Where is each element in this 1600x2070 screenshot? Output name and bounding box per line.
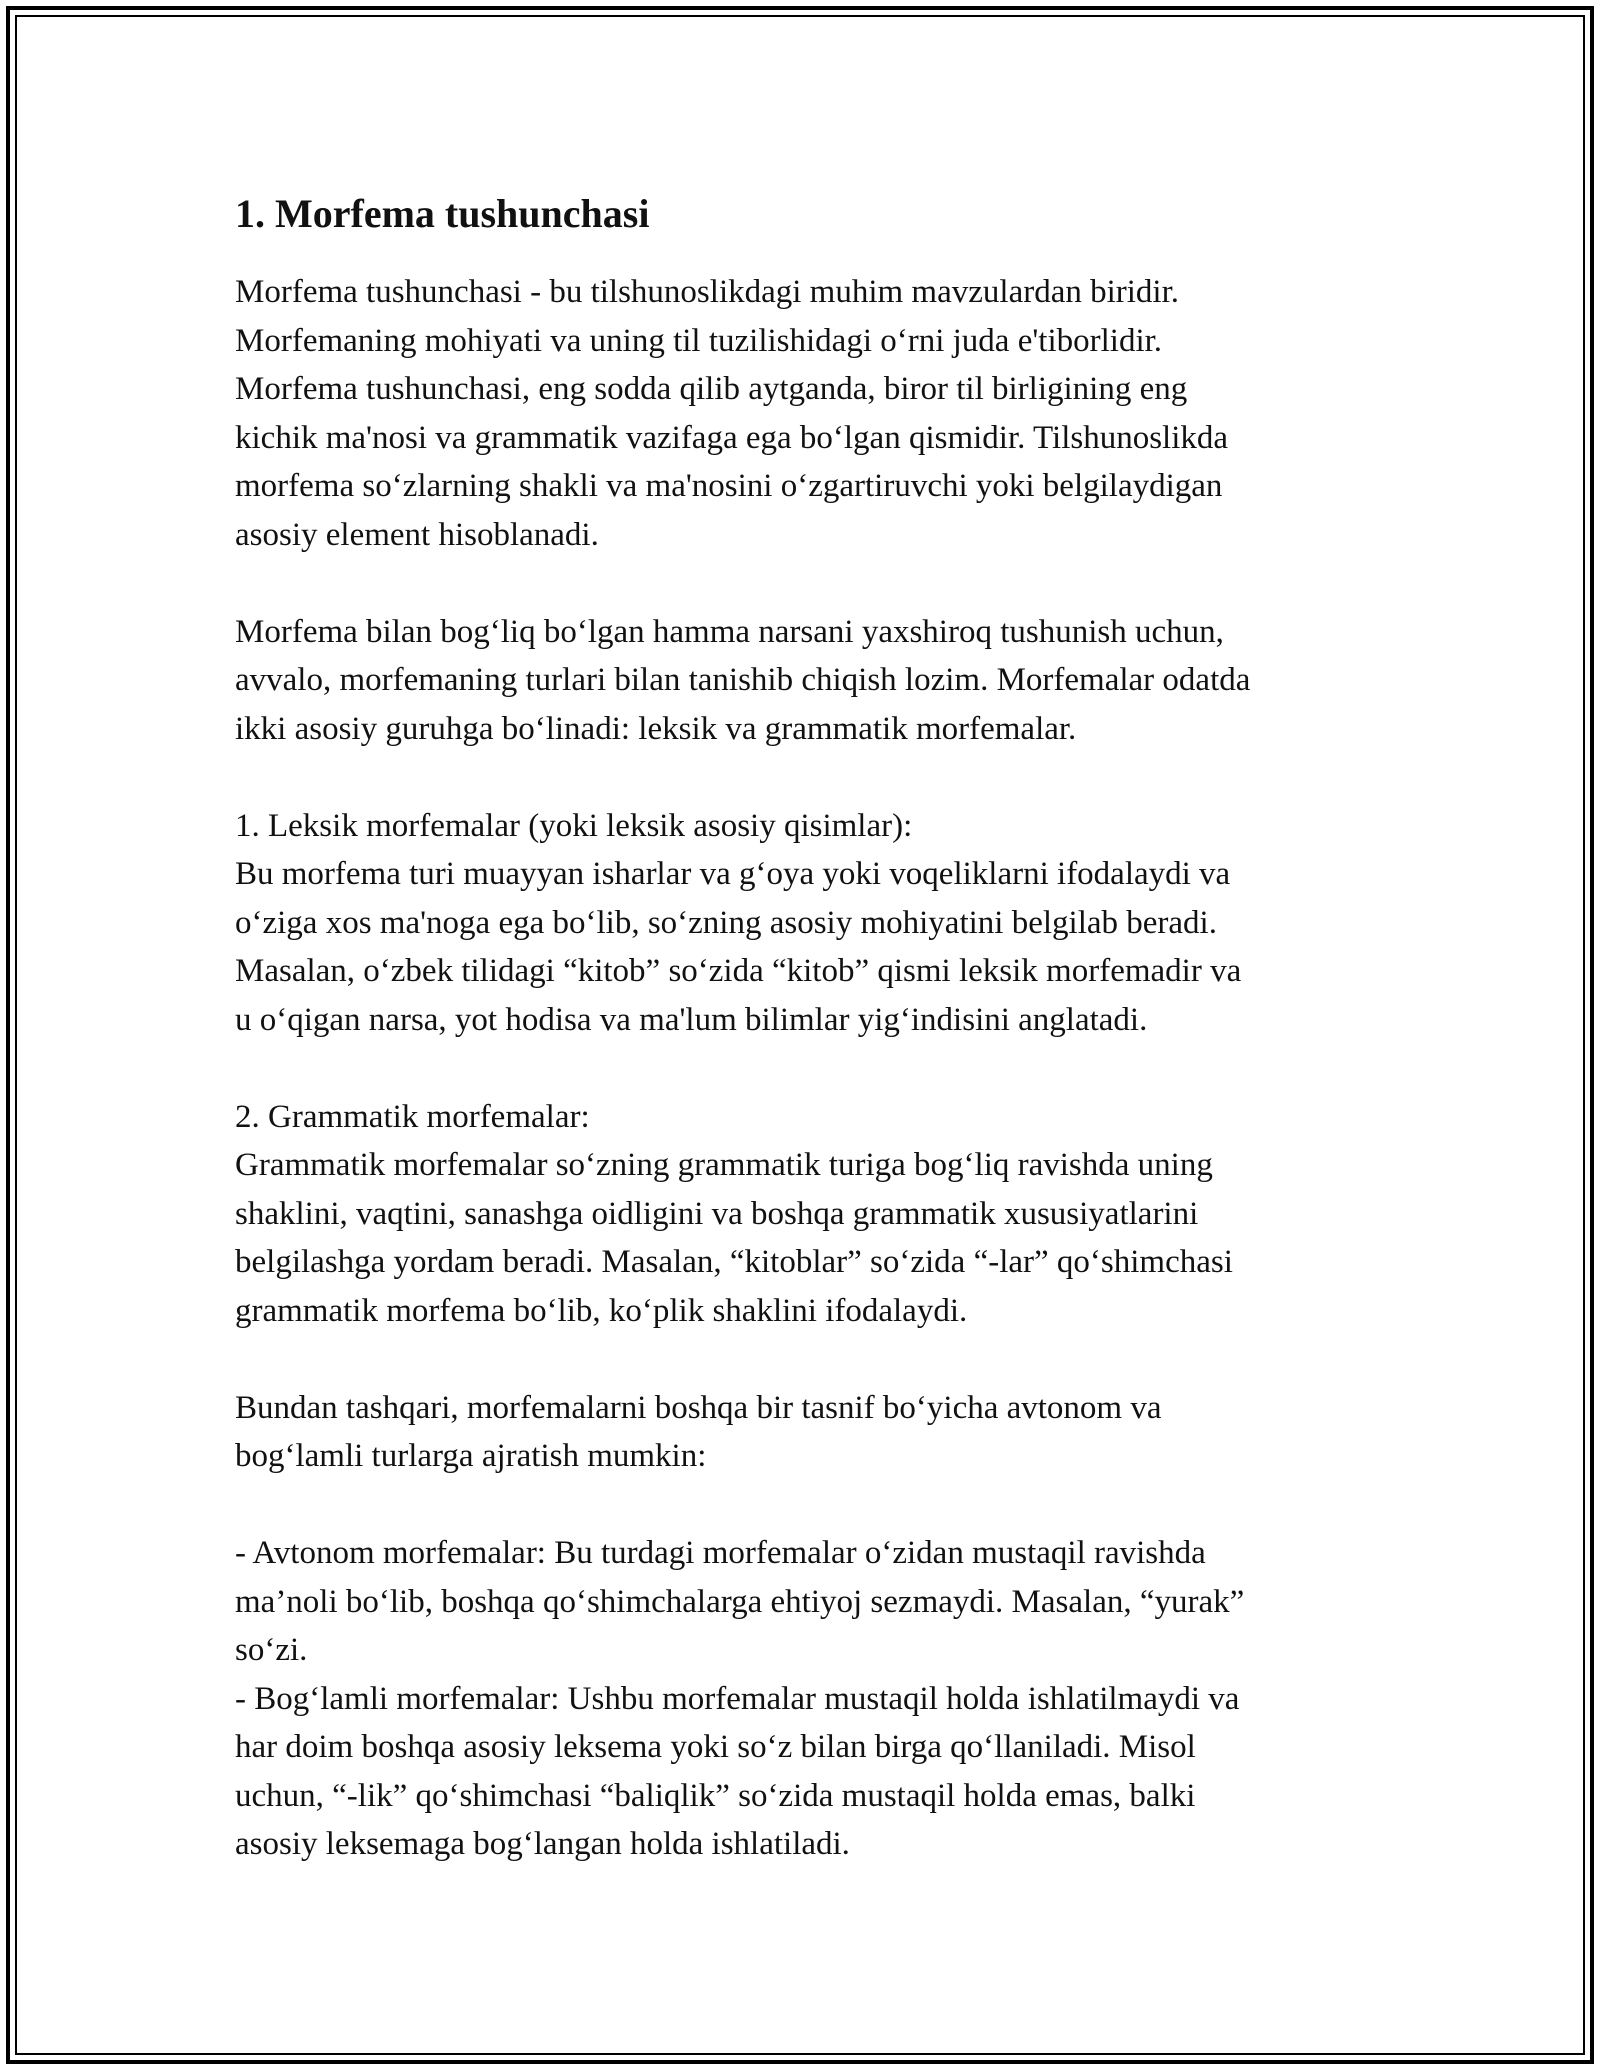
text-line: u o‘qigan narsa, yot hodisa va ma'lum bilimlar yig‘indisini anglatadi. (235, 1001, 1148, 1038)
text-line: morfema so‘zlarning shakli va ma'nosini o‘zgartiruvchi yoki belgilaydigan (235, 468, 1223, 504)
text-line: bog‘lamli turlarga ajratish mumkin: (235, 1438, 707, 1474)
text-line: Morfema tushunchasi, eng sodda qilib aytganda, biror til birligining eng (235, 371, 1188, 407)
text-line: o‘ziga xos ma'noga ega bo‘lib, so‘zning asosiy mohiyatini belgilab beradi. (235, 904, 1217, 941)
text-line: Morfemaning mohiyati va uning til tuzilishidagi o‘rni juda e'tiborlidir. (235, 322, 1163, 359)
text-line: shaklini, vaqtini, sanashga oidligini va boshqa grammatik xususiyatlarini (235, 1195, 1199, 1232)
text-line: Grammatik morfemalar so‘zning grammatik turiga bog‘liq ravishda uning (235, 1147, 1213, 1183)
paragraph-gap (235, 753, 1385, 802)
text-line: asosiy leksemaga bog‘langan holda ishlatiladi. (235, 1826, 850, 1862)
text-line: avvalo, morfemaning turlari bilan tanishib chiqish lozim. Morfemalar odatda (235, 662, 1251, 698)
paragraph-gap (235, 1335, 1385, 1384)
text-line: Masalan, o‘zbek tilidagi “kitob” so‘zida “kitob” qismi leksik morfemadir va (235, 953, 1242, 989)
text-line: Morfema tushunchasi - bu tilshunoslikdagi muhim mavzulardan biridir. (235, 274, 1180, 310)
text-line: har doim boshqa asosiy leksema yoki so‘z bilan birga qo‘llaniladi. Misol (235, 1729, 1196, 1765)
text-line: ikki asosiy guruhga bo‘linadi: leksik va grammatik morfemalar. (235, 710, 1077, 747)
text-line: 1. Leksik morfemalar (yoki leksik asosiy qisimlar): (235, 807, 913, 844)
text-line: grammatik morfema bo‘lib, ko‘plik shaklini ifodalaydi. (235, 1292, 968, 1329)
document-body (235, 186, 1385, 1869)
document-title: 1. Morfema tushunchasi (235, 191, 650, 236)
text-line: Bu morfema turi muayyan isharlar va g‘oya yoki voqeliklarni ifodalaydi va (235, 856, 1231, 892)
text-line: so‘zi. (235, 1632, 308, 1668)
text-line: asosiy element hisoblanadi. (235, 516, 599, 553)
paragraph-gap (235, 1481, 1385, 1530)
text-line: Morfema bilan bog‘liq bo‘lgan hamma narsani yaxshiroq tushunish uchun, (235, 613, 1224, 650)
text-line: Bundan tashqari, morfemalarni boshqa bir tasnif bo‘yicha avtonom va (235, 1389, 1162, 1426)
text-line: kichik ma'nosi va grammatik vazifaga ega bo‘lgan qismidir. Tilshunoslikda (235, 419, 1229, 456)
text-line: - Avtonom morfemalar: Bu turdagi morfemalar o‘zidan mustaqil ravishda (235, 1535, 1206, 1571)
paragraph-gap (235, 559, 1385, 608)
text-line: ma’noli bo‘lib, boshqa qo‘shimchalarga ehtiyoj sezmaydi. Masalan, “yurak” (235, 1583, 1245, 1620)
text-line: 2. Grammatik morfemalar: (235, 1098, 590, 1135)
document-text (235, 268, 1385, 1869)
text-line: - Bog‘lamli morfemalar: Ushbu morfemalar mustaqil holda ishlatilmaydi va (235, 1680, 1240, 1717)
text-line: uchun, “-lik” qo‘shimchasi “baliqlik” so‘zida mustaqil holda emas, balki (235, 1777, 1196, 1814)
paragraph-gap (235, 1044, 1385, 1093)
text-line: belgilashga yordam beradi. Masalan, “kitoblar” so‘zida “-lar” qo‘shimchasi (235, 1244, 1233, 1280)
